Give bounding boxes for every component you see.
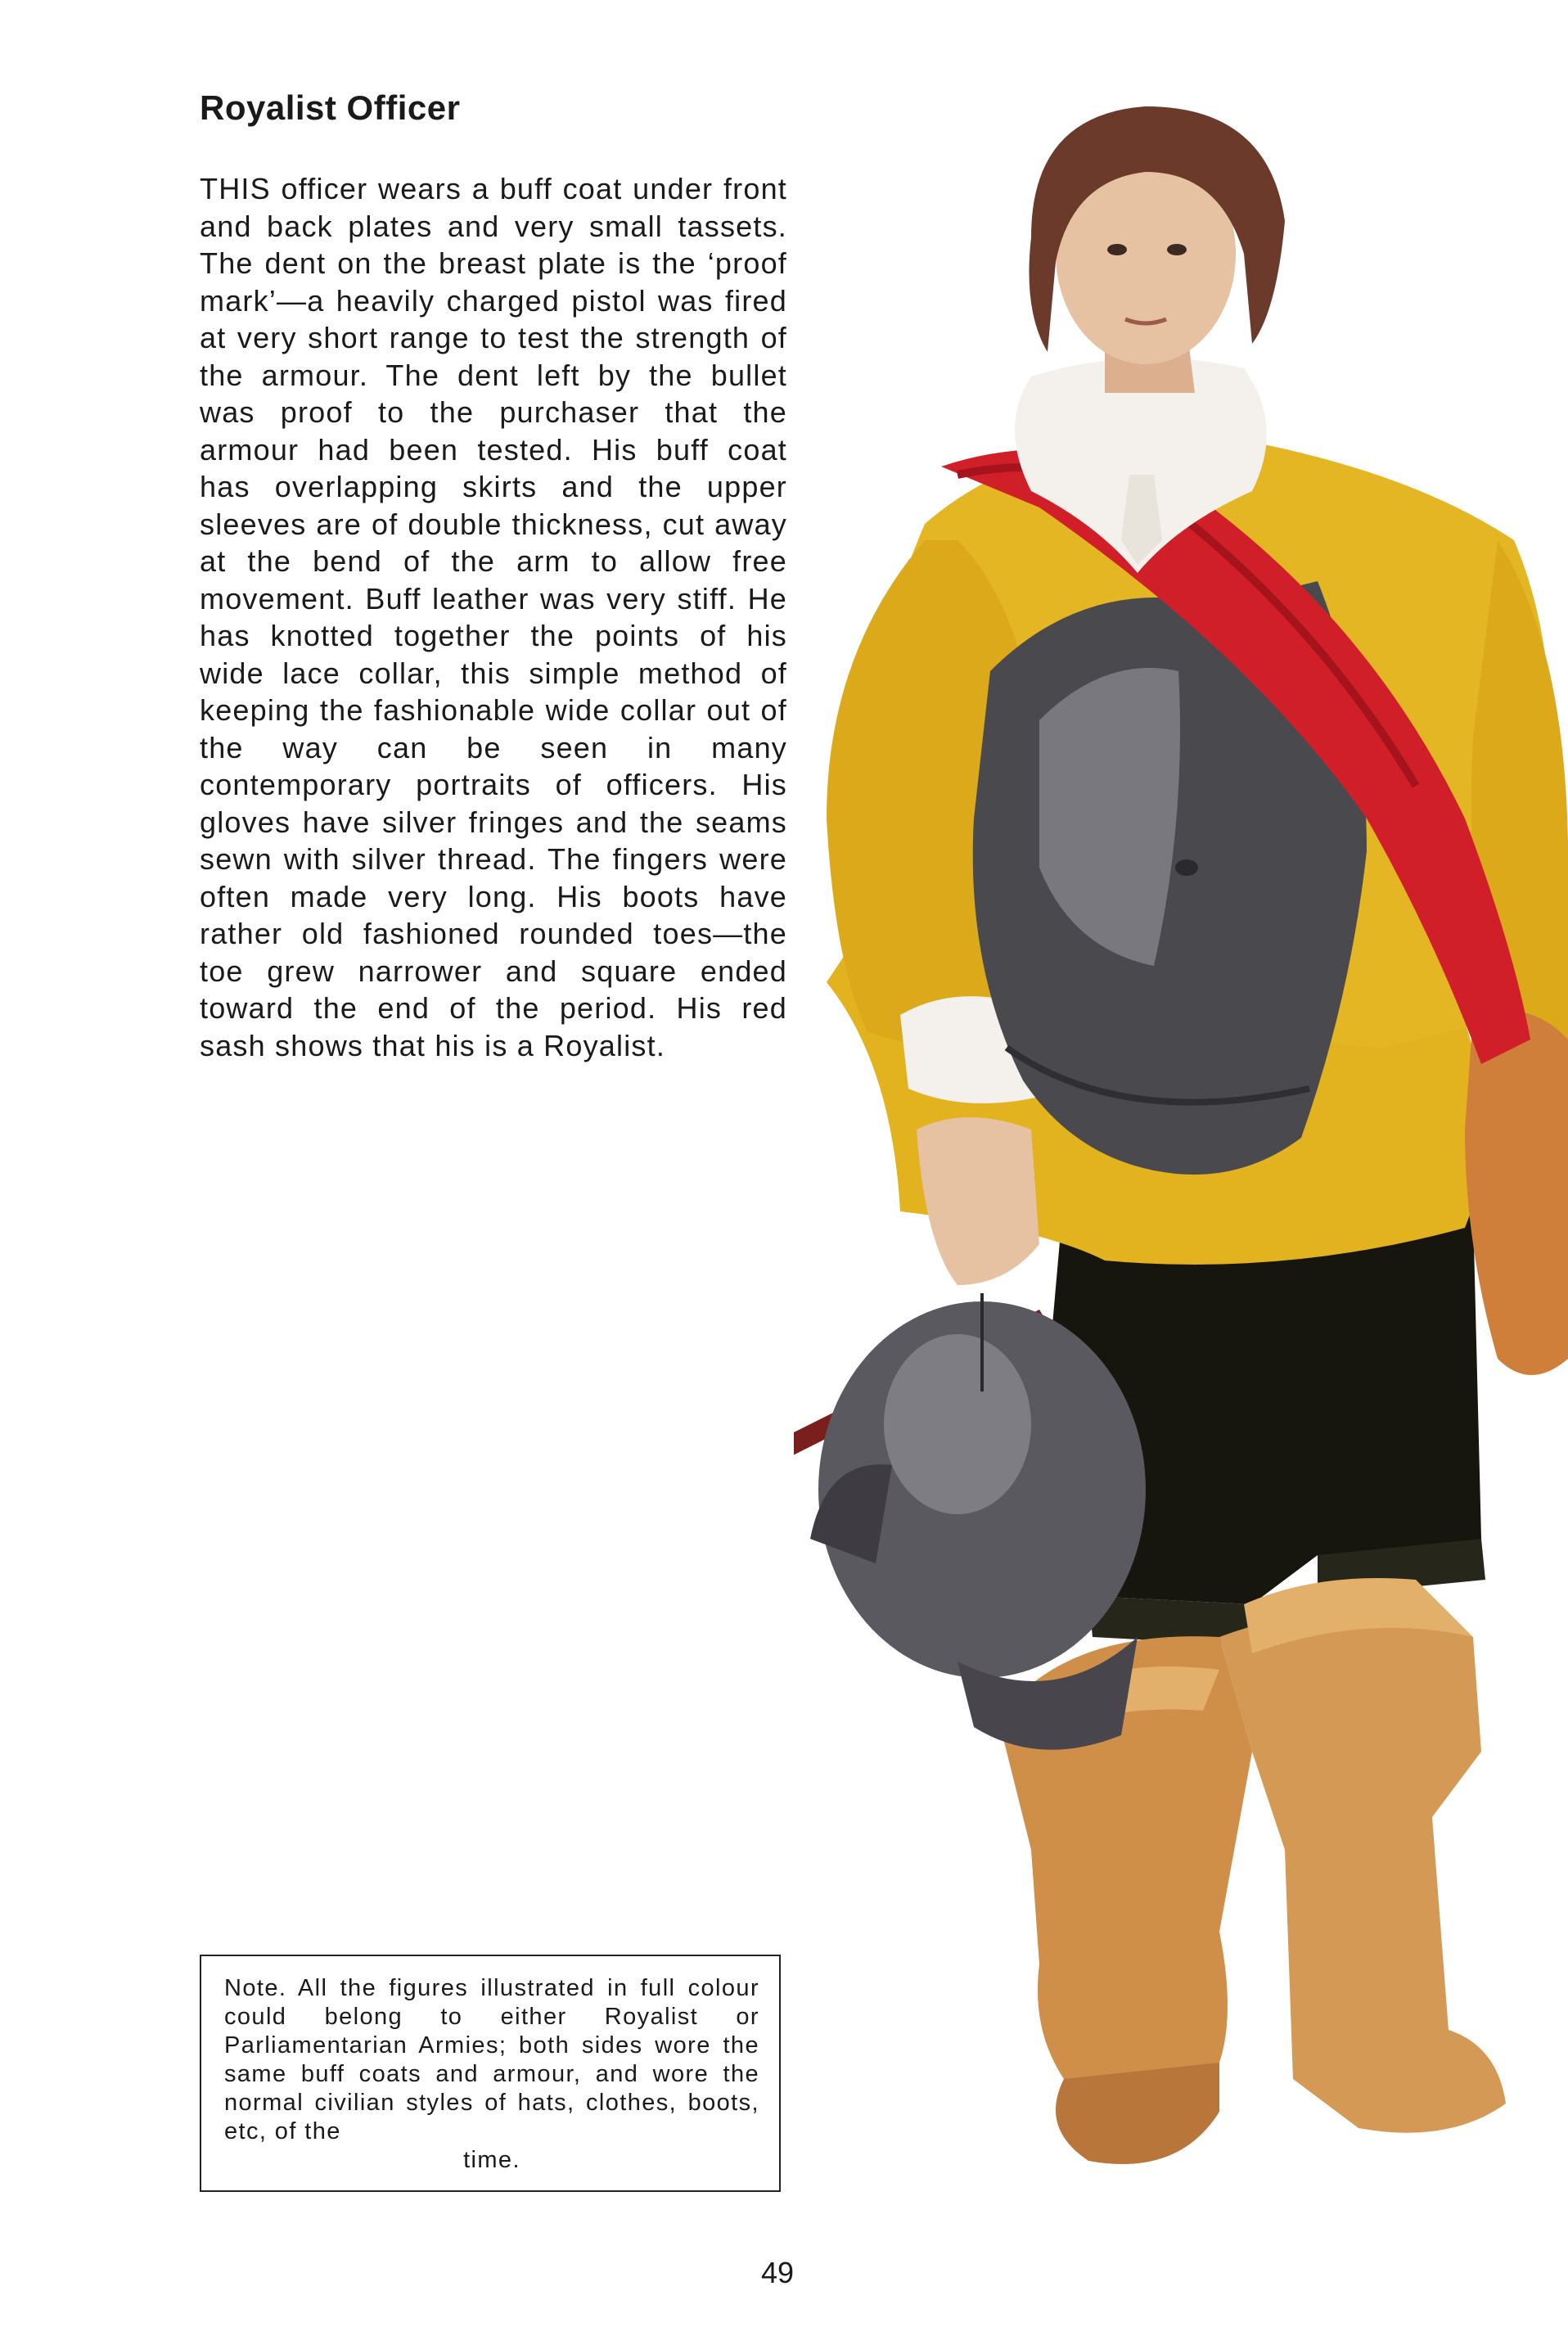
boots bbox=[998, 1578, 1506, 2164]
right-glove bbox=[1465, 1010, 1568, 1375]
proof-mark-dent bbox=[1175, 859, 1198, 876]
note-text bbox=[224, 1974, 759, 2175]
officer-figure-svg bbox=[794, 82, 1568, 2226]
page-number: 49 bbox=[761, 2256, 795, 2289]
officer-illustration bbox=[794, 82, 1568, 2226]
note-box bbox=[200, 1955, 781, 2192]
page-title: Royalist Officer bbox=[200, 88, 461, 127]
note-main: Note. All the figures illustrated in full colour could belong to either Royalist or Parliamentarian Armies; both sides wore the same buff coats and armour, and wore the normal civilian styles of hats, clothes, boots, etc, of the bbox=[224, 1975, 759, 2144]
note-last-line: time. bbox=[463, 2147, 520, 2173]
body-paragraph: THIS officer wears a buff coat under front and back plates and very small tassets. The dent on the breast plate is the ‘proof mark’—a heavily charged pistol was fired at very short range to test the strength of the armour. The dent left by the bullet was proof to the purchaser that the armour had been tested. His buff coat has overlapping skirts and the upper sleeves are of double thickness, cut away at the bend of the arm to allow free movement. Buff leather was very stiff. He has knotted together the points of his wide lace collar, this simple method of keeping the fashionable wide collar out of the way can be seen in many contemporary portraits of officers. His gloves have silver fringes and the seams sewn with silver thread. The fingers were often made very long. His boots have rather old fashioned rounded toes—the toe grew narrower and square ended toward the end of the period. His red sash shows that his is a Royalist. bbox=[200, 172, 787, 1062]
right-boot bbox=[1219, 1612, 1506, 2133]
left-hand bbox=[917, 1117, 1039, 1285]
helmet bbox=[810, 1293, 1146, 1750]
